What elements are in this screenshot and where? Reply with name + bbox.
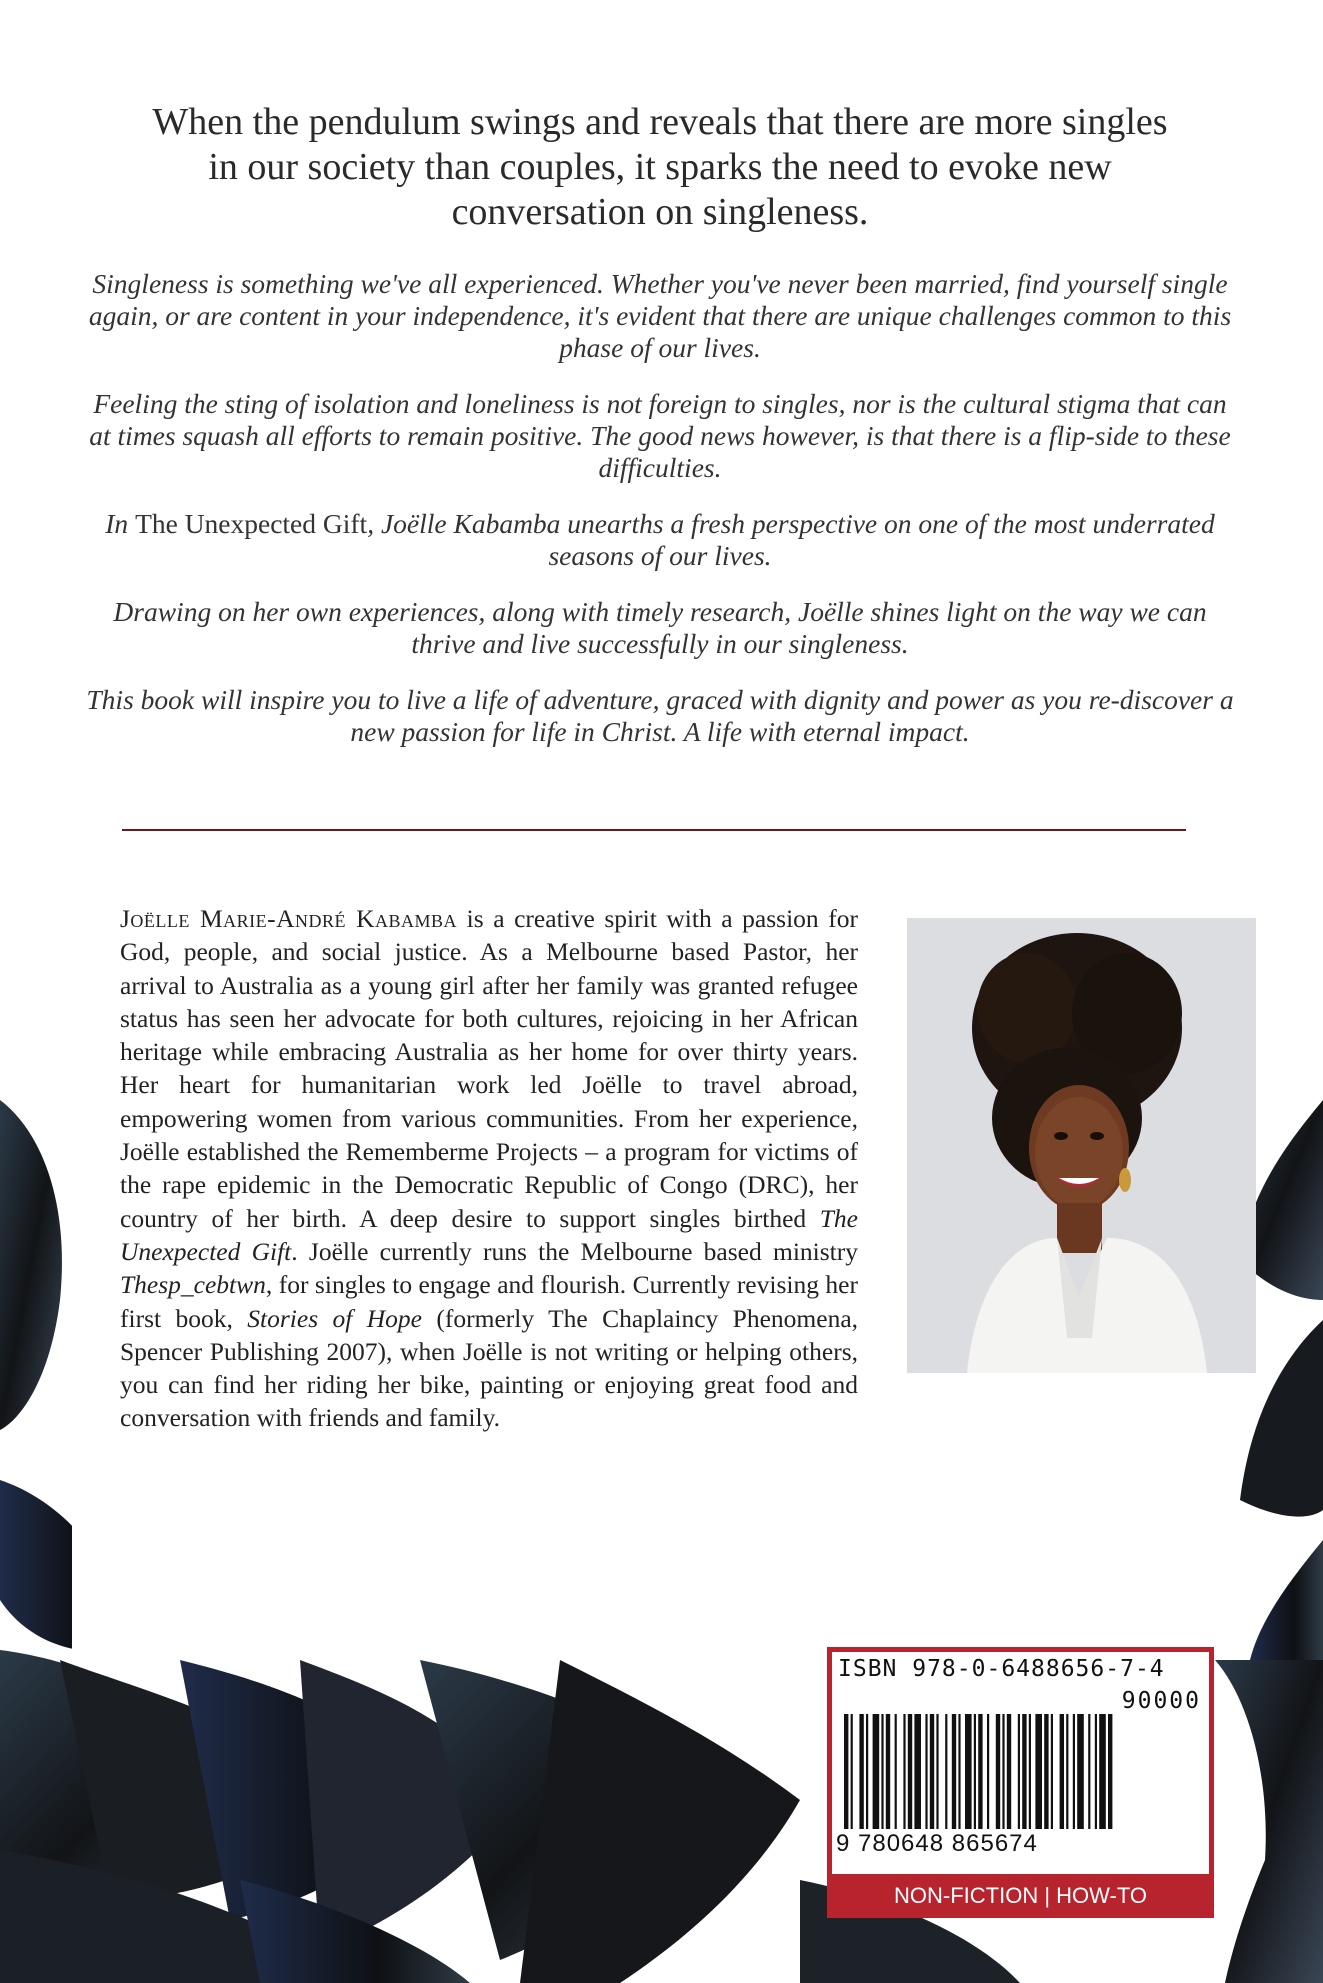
barcode-bar — [1088, 1714, 1090, 1829]
author-name: Joëlle Marie-André Kabamba — [120, 904, 458, 933]
barcode-bar — [851, 1714, 853, 1829]
barcode-bar — [952, 1714, 956, 1829]
blurb-paragraph-5: This book will inspire you to live a life of adventure, graced with dignity and power as you re-discover a new passion for life in Christ. A life with eternal impact. — [86, 684, 1234, 747]
book-title: The Unexpected Gift — [135, 508, 368, 539]
ean-digits: 9 780648 865674 — [836, 1830, 1038, 1857]
back-cover-blurb — [0, 0, 1323, 820]
barcode-bar — [903, 1714, 905, 1829]
barcode-bar — [859, 1714, 863, 1829]
blurb-paragraph-2: Feeling the sting of isolation and loneliness is not foreign to singles, nor is the cultural stigma that can at times squash all efforts to remain positive. The good news however, is that there is a flip-side to these difficulties. — [89, 388, 1231, 483]
barcode-bar — [908, 1714, 912, 1829]
barcode-bar — [881, 1714, 883, 1829]
barcode-bar — [978, 1714, 982, 1829]
barcode-bar — [945, 1714, 947, 1829]
barcode-bar — [886, 1714, 890, 1829]
blurb-paragraph-1: Singleness is something we've all experienced. Whether you've never been married, find yourself single again, or are content in your independence, it's evident that there are unique challenges common to this phase of our lives. — [88, 268, 1232, 363]
section-divider — [122, 829, 1186, 831]
bio-text-1: is a creative spirit with a passion for God, people, and social justice. As a Melbourne based Pastor, her arrival to Australia as a young girl after her family was granted refugee status has seen her advocate for both cultures, rejoicing in her African heritage while embracing Australia as her home for over thirty years. Her heart for humanitarian work led Joëlle to travel abroad, empowering women from various communities. From her experience, Joëlle established the Rememberme Projects – a program for victims of the rape epidemic in the Democratic Republic of Congo (DRC), her country of her birth. A deep desire to support singles birthed — [120, 904, 858, 1233]
bio-ministry-name: Thesp_cebtwn — [120, 1270, 266, 1300]
blurb-p3-pre: In — [105, 508, 136, 539]
price-addon-code: 90000 — [1121, 1688, 1201, 1714]
barcode-bar — [895, 1714, 897, 1829]
author-bio-panel — [72, 868, 1229, 1652]
barcode-bar — [1099, 1714, 1106, 1829]
barcode-bars — [844, 1714, 1204, 1829]
bio-text-4: (formerly The Chaplaincy Phenomena, Spencer Publishing 2007), when Joëlle is not writing or helping others, you can find her riding her bike, painting or enjoying great food and conversation with friends and family. — [120, 1303, 859, 1433]
barcode-bar — [925, 1714, 927, 1829]
barcode-bar — [1095, 1714, 1097, 1829]
barcode-bar — [1051, 1714, 1053, 1829]
isbn-barcode — [827, 1647, 1214, 1918]
barcode-bar — [1018, 1714, 1020, 1829]
barcode-bar — [974, 1714, 976, 1829]
blurb-paragraph-3 — [80, 508, 1240, 572]
headline: When the pendulum swings and reveals that there are more singles in our society than couples, it sparks the need to evoke new conversation on singleness. — [152, 101, 1168, 233]
barcode-bar — [914, 1714, 921, 1829]
blurb-p3-post: , Joëlle Kabamba unearths a fresh perspective on one of the most underrated seasons of our lives. — [367, 508, 1215, 571]
barcode-bar — [873, 1714, 880, 1829]
barcode-bar — [1108, 1714, 1112, 1829]
barcode-bar — [1035, 1714, 1042, 1829]
barcode-bar — [1073, 1714, 1075, 1829]
barcode-bar — [936, 1714, 938, 1829]
author-portrait-icon — [907, 918, 1256, 1373]
barcode-bar — [866, 1714, 868, 1829]
barcode-bar — [844, 1714, 848, 1829]
barcode-bar — [996, 1714, 1000, 1829]
author-bio — [120, 902, 858, 1435]
bio-text-3: , for singles to engage and flourish. Currently revising her first book, — [120, 1270, 858, 1333]
barcode-bar — [1077, 1714, 1084, 1829]
barcode-bar — [1022, 1714, 1026, 1829]
isbn-number: ISBN 978-0-6488656-7-4 — [838, 1656, 1165, 1682]
barcode-bar — [930, 1714, 934, 1829]
barcode-bar — [987, 1714, 989, 1829]
barcode-bar — [958, 1714, 960, 1829]
bio-text-2: . Joëlle currently runs the Melbourne based ministry — [291, 1236, 858, 1266]
barcode-bar — [1002, 1714, 1004, 1829]
barcode-bar — [1066, 1714, 1068, 1829]
barcode-bar — [1060, 1714, 1064, 1829]
bio-book-title: The Unexpected Gift — [120, 1203, 858, 1266]
barcode-bar — [1044, 1714, 1048, 1829]
barcode-bar — [1007, 1714, 1011, 1829]
barcode-bar — [965, 1714, 972, 1829]
category-label: NON-FICTION | HOW-TO — [827, 1874, 1214, 1918]
barcode-bar — [1029, 1714, 1031, 1829]
bio-first-book: Stories of Hope — [247, 1303, 423, 1333]
blurb-paragraph-4: Drawing on her own experiences, along with timely research, Joëlle shines light on the way we can thrive and live successfully in our singleness. — [113, 596, 1207, 659]
